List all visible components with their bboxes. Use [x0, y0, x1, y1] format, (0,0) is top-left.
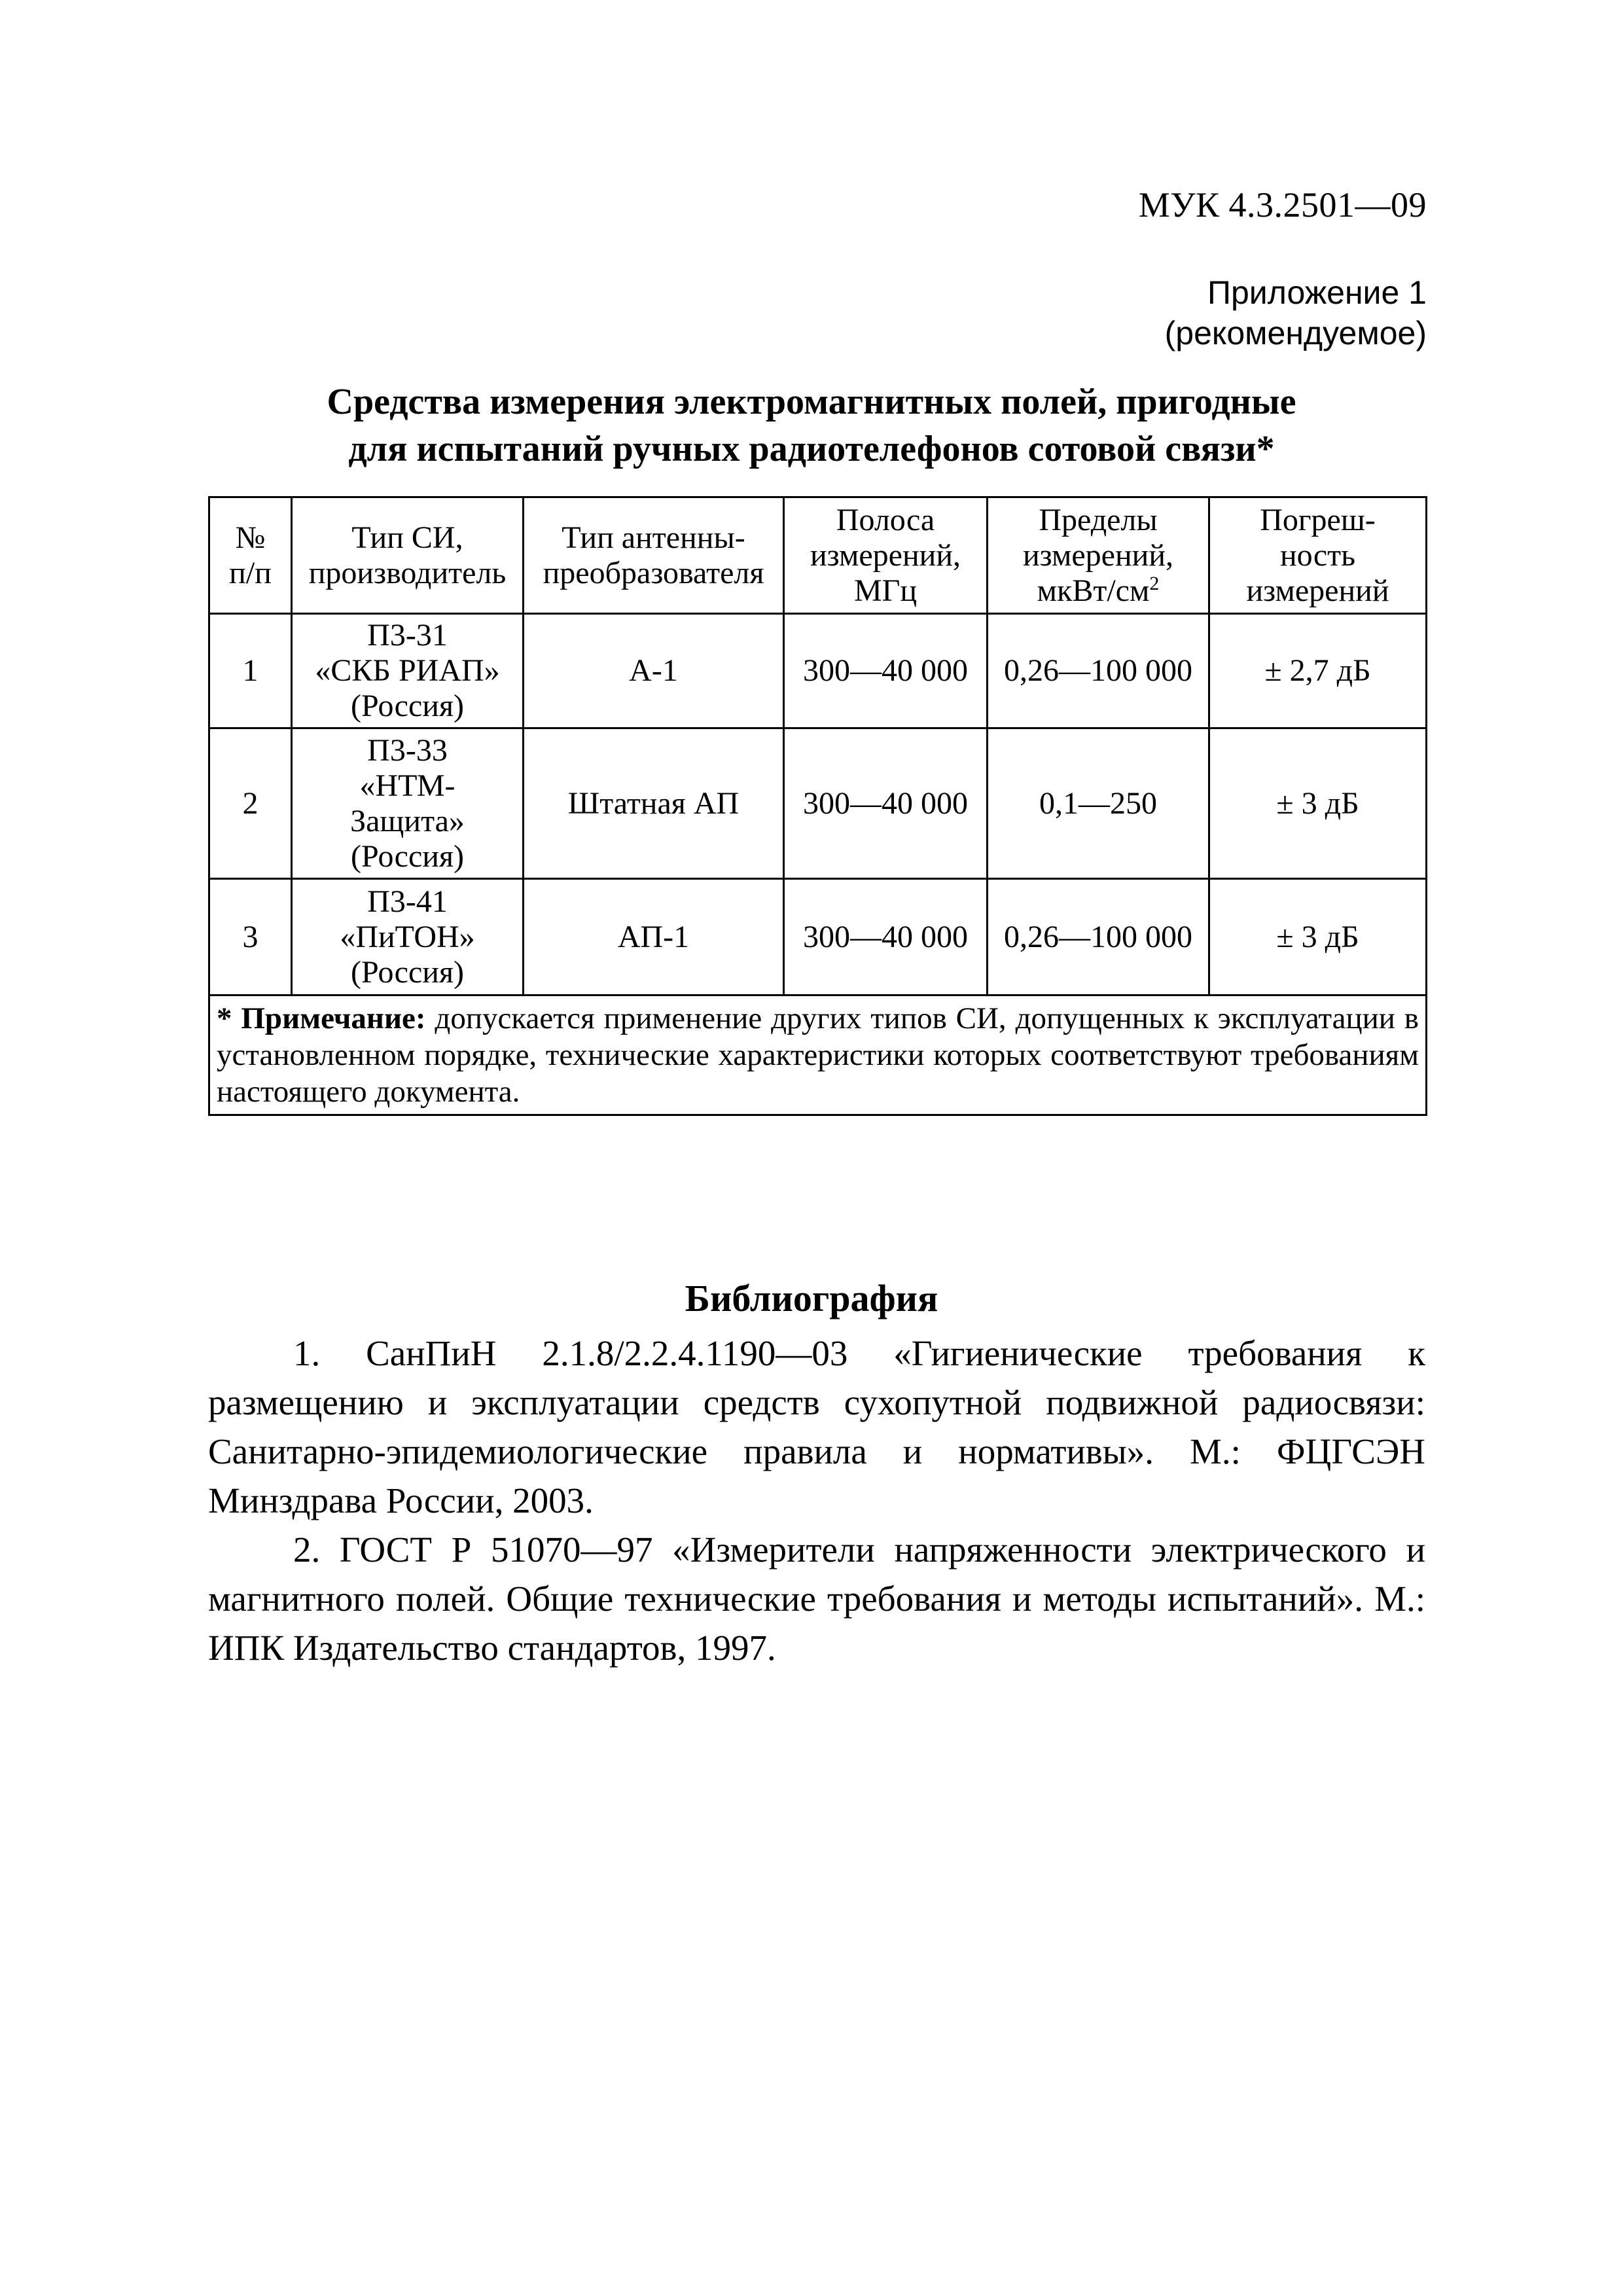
- cell-limits: 0,26—100 000: [988, 614, 1209, 728]
- table-row: [209, 728, 1427, 879]
- bibliography-list: [208, 1329, 1425, 1672]
- bibliography-item: 1. СанПиН 2.1.8/2.2.4.1190—03 «Гигиенические требования к размещению и эксплуатации средств сухопутной подвижной радиосвязи: Санитарно-эпидемиологические правила и нормативы». М.: ФЦГСЭН Минздрава России, 2003.: [208, 1333, 1425, 1520]
- page-title: [0, 378, 1623, 473]
- note-text: допускается применение других типов СИ, допущенных к эксплуатации в установленном порядке, технические характеристики которых соответствуют требованиям настоящего документа.: [217, 1001, 1419, 1109]
- cell-type: П3-31 «СКБ РИАП» (Россия): [292, 614, 524, 728]
- appendix-number: Приложение 1: [1207, 274, 1427, 311]
- table-row: [209, 879, 1427, 996]
- cell-limits: 0,26—100 000: [988, 879, 1209, 996]
- cell-band: 300—40 000: [784, 728, 988, 879]
- table-note: [209, 996, 1427, 1115]
- cell-error: ± 3 дБ: [1209, 728, 1427, 879]
- header-type: Тип СИ, производитель: [292, 497, 524, 614]
- cell-antenna: Штатная АП: [524, 728, 784, 879]
- cell-type: П3-33 «НТМ- Защита» (Россия): [292, 728, 524, 879]
- bibliography-title: Библиография: [685, 1277, 938, 1319]
- table-row: [209, 614, 1427, 728]
- cell-error: ± 2,7 дБ: [1209, 614, 1427, 728]
- cell-limits: 0,1—250: [988, 728, 1209, 879]
- cell-antenna: АП-1: [524, 879, 784, 996]
- cell-type: П3-41 «ПиТОН» (Россия): [292, 879, 524, 996]
- cell-num: 2: [209, 728, 292, 879]
- page-title-line-2: для испытаний ручных радиотелефонов сотовой связи*: [348, 429, 1275, 469]
- table-note-row: [209, 996, 1427, 1115]
- header-error: Погреш- ность измерений: [1209, 497, 1427, 614]
- appendix-label: [1165, 272, 1427, 353]
- cell-num: 1: [209, 614, 292, 728]
- header-limits: Пределы измерений, мкВт/$см^2$: [988, 497, 1209, 614]
- header-antenna: Тип антенны- преобразователя: [524, 497, 784, 614]
- cell-error: ± 3 дБ: [1209, 879, 1427, 996]
- cell-num: 3: [209, 879, 292, 996]
- bibliography-item: 2. ГОСТ Р 51070—97 «Измерители напряженности электрического и магнитного полей. Общие технические требования и методы испытаний». М.: ИПК Издательство стандартов, 1997.: [208, 1530, 1425, 1668]
- table-header-row: [209, 497, 1427, 614]
- note-label: * Примечание:: [217, 1001, 426, 1035]
- page-title-line-1: Средства измерения электромагнитных полей, пригодные: [327, 382, 1296, 422]
- appendix-status: (рекомендуемое): [1164, 315, 1427, 351]
- cell-antenna: А-1: [524, 614, 784, 728]
- document-code: МУК 4.3.2501—09: [1138, 185, 1427, 224]
- cell-band: 300—40 000: [784, 614, 988, 728]
- header-band: Полоса измерений, МГц: [784, 497, 988, 614]
- cell-band: 300—40 000: [784, 879, 988, 996]
- header-num: № п/п: [209, 497, 292, 614]
- instruments-table: [208, 496, 1427, 1116]
